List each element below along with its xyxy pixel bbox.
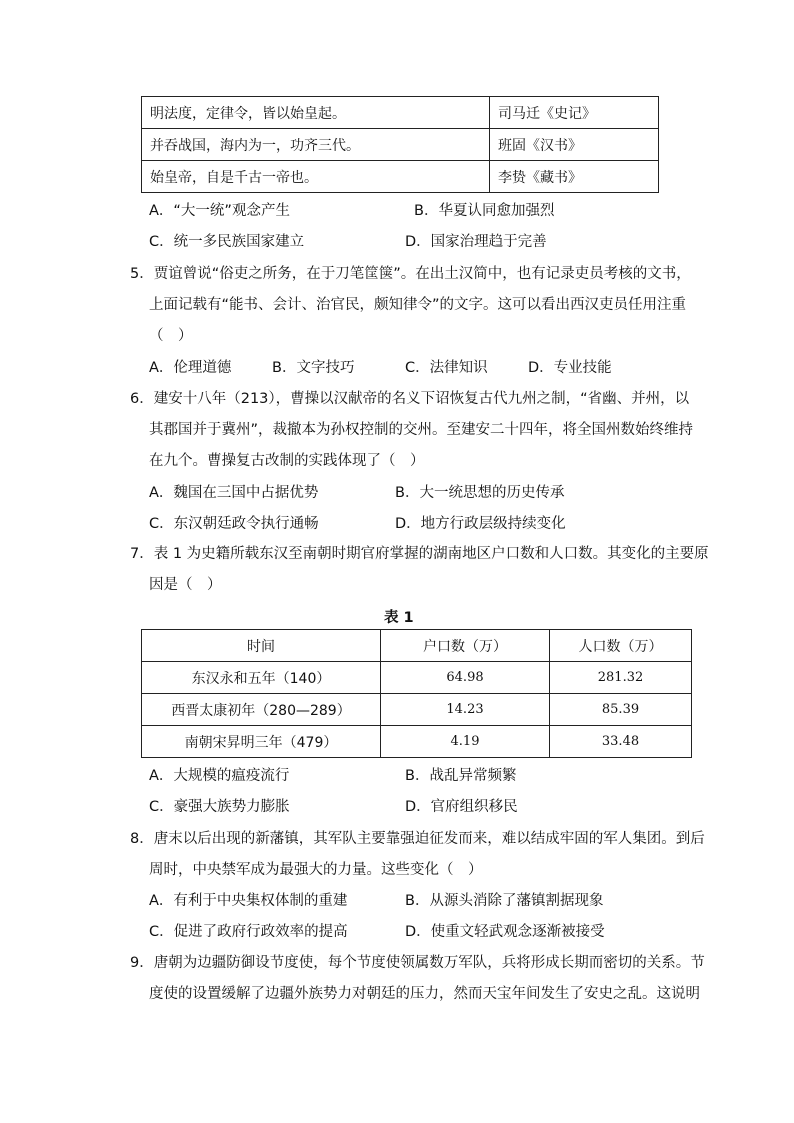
table-row bbox=[142, 129, 659, 161]
q8-option-c: C．促进了政府行政效率的提高 bbox=[149, 924, 348, 940]
quote-source: 司马迁《史记》 bbox=[490, 97, 659, 129]
table-cell: 33.48 bbox=[550, 726, 692, 758]
table-cell: 14.23 bbox=[381, 694, 550, 726]
table-caption: 表 1 bbox=[384, 610, 414, 626]
quote-table bbox=[141, 96, 659, 193]
q6-option-a: A．魏国在三国中占据优势 bbox=[149, 485, 319, 501]
q5-stem-line2: 上面记载有“能书、会计、治官民，颇知律令”的文字。这可以看出西汉吏员任用注重 bbox=[149, 297, 687, 313]
q7-stem-line1: 7．表 1 为史籍所载东汉至南朝时期官府掌握的湖南地区户口数和人口数。其变化的主要原 bbox=[130, 546, 709, 562]
table-row bbox=[142, 97, 659, 129]
q7-option-b: B．战乱异常频繁 bbox=[405, 768, 517, 784]
q7-option-a: A．大规模的瘟疫流行 bbox=[149, 768, 290, 784]
column-header: 时间 bbox=[142, 630, 381, 662]
q9-stem-line1: 9．唐朝为边疆防御设节度使，每个节度使领属数万军队，兵将形成长期而密切的关系。节 bbox=[130, 955, 705, 971]
q6-option-d: D．地方行政层级持续变化 bbox=[395, 516, 566, 532]
q5-option-d: D．专业技能 bbox=[528, 360, 612, 376]
column-header: 户口数（万） bbox=[381, 630, 550, 662]
quote-source: 班固《汉书》 bbox=[490, 129, 659, 161]
q5-stem-line3: （ ） bbox=[149, 328, 193, 344]
q4-option-c: C．统一多民族国家建立 bbox=[149, 234, 305, 250]
q6-option-c: C．东汉朝廷政令执行通畅 bbox=[149, 516, 319, 532]
q4-option-b: B．华夏认同愈加强烈 bbox=[414, 203, 555, 219]
q4-option-d: D．国家治理趋于完善 bbox=[405, 234, 547, 250]
quote-source: 李贽《藏书》 bbox=[490, 161, 659, 193]
table-cell: 64.98 bbox=[381, 662, 550, 694]
quote-text: 明法度，定律令，皆以始皇起。 bbox=[142, 97, 490, 129]
q6-stem-line1: 6．建安十八年（213），曹操以汉献帝的名义下诏恢复古代九州之制，“省幽、并州，以 bbox=[130, 391, 690, 407]
table-cell: 西晋太康初年（280—289） bbox=[142, 694, 381, 726]
q5-option-a: A．伦理道德 bbox=[149, 360, 232, 376]
table-cell: 东汉永和五年（140） bbox=[142, 662, 381, 694]
table-row bbox=[142, 662, 692, 694]
table-row bbox=[142, 726, 692, 758]
quote-text: 始皇帝，自是千古一帝也。 bbox=[142, 161, 490, 193]
q8-option-d: D．使重文轻武观念逐渐被接受 bbox=[405, 924, 605, 940]
q7-option-d: D．官府组织移民 bbox=[405, 799, 518, 815]
q8-stem-line1: 8．唐末以后出现的新藩镇，其军队主要靠强迫征发而来，难以结成牢固的军人集团。到后 bbox=[130, 831, 705, 847]
q6-stem-line2: 其郡国并于冀州”，裁撤本为孙权控制的交州。至建安二十四年，将全国州数始终维持 bbox=[149, 422, 694, 438]
q9-stem-line2: 度使的设置缓解了边疆外族势力对朝廷的压力，然而天宝年间发生了安史之乱。这说明 bbox=[149, 986, 700, 1002]
table-cell: 4.19 bbox=[381, 726, 550, 758]
q5-option-b: B．文字技巧 bbox=[272, 360, 355, 376]
q8-stem-line2: 周时，中央禁军成为最强大的力量。这些变化（ ） bbox=[149, 862, 483, 878]
q4-option-a: A．“大一统”观念产生 bbox=[149, 203, 290, 219]
q7-stem-line2: 因是（ ） bbox=[149, 577, 222, 593]
q5-stem-line1: 5．贾谊曾说“俗吏之所务，在于刀笔筐箧”。在出土汉简中，也有记录吏员考核的文书， bbox=[130, 266, 691, 282]
table-cell: 85.39 bbox=[550, 694, 692, 726]
table-cell: 南朝宋昇明三年（479） bbox=[142, 726, 381, 758]
q7-option-c: C．豪强大族势力膨胀 bbox=[149, 799, 290, 815]
table-row bbox=[142, 161, 659, 193]
q8-option-b: B．从源头消除了藩镇割据现象 bbox=[405, 893, 604, 909]
q8-option-a: A．有利于中央集权体制的重建 bbox=[149, 893, 348, 909]
table-header-row bbox=[142, 630, 692, 662]
q6-option-b: B．大一统思想的历史传承 bbox=[395, 485, 565, 501]
table-row bbox=[142, 694, 692, 726]
quote-text: 并吞战国，海内为一，功齐三代。 bbox=[142, 129, 490, 161]
q6-stem-line3: 在九个。曹操复古改制的实践体现了（ ） bbox=[149, 453, 425, 469]
table-cell: 281.32 bbox=[550, 662, 692, 694]
column-header: 人口数（万） bbox=[550, 630, 692, 662]
population-table bbox=[141, 629, 692, 758]
q5-option-c: C．法律知识 bbox=[405, 360, 488, 376]
